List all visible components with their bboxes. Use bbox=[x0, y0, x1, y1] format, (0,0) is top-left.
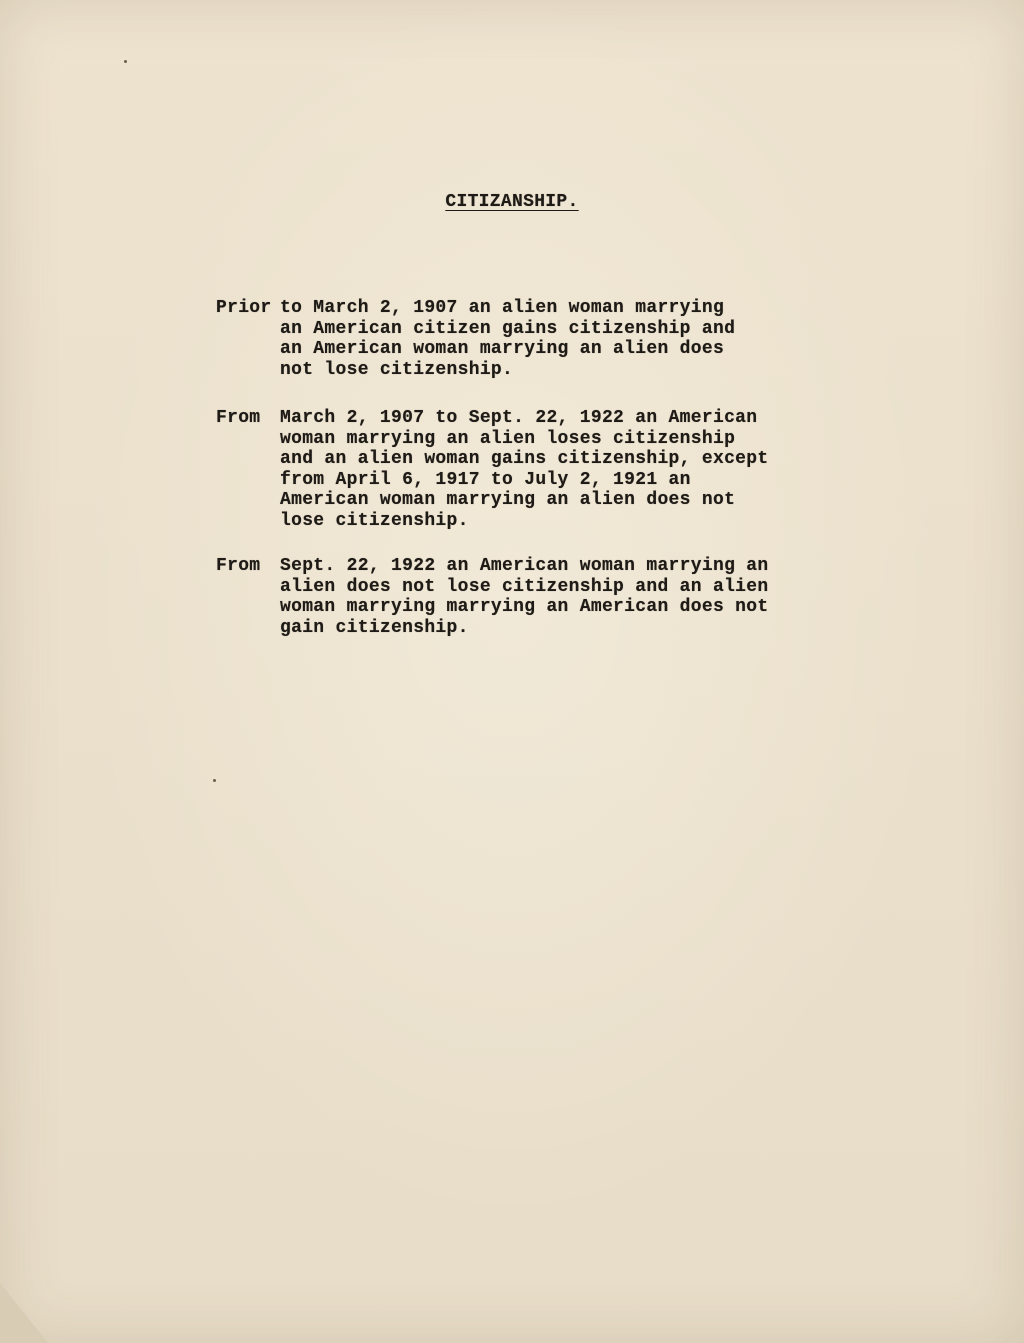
document-title: CITIZANSHIP. bbox=[445, 192, 579, 212]
paragraph-line: woman marrying an alien loses citizenship bbox=[280, 428, 736, 449]
paragraph-lead: Prior bbox=[216, 298, 272, 318]
paper-speck bbox=[213, 779, 216, 782]
paper-speck bbox=[124, 60, 127, 63]
paragraph-line: an American woman marrying an alien does bbox=[280, 339, 725, 359]
folded-corner bbox=[0, 1283, 48, 1343]
paragraph-line: and an alien woman gains citizenship, except bbox=[280, 449, 769, 469]
paragraph-lead: From bbox=[216, 408, 261, 428]
paragraph-1907-to-1922 bbox=[216, 408, 876, 531]
paragraph-line: an American citizen gains citizenship and bbox=[280, 318, 736, 339]
paragraph-lead: From bbox=[216, 556, 261, 576]
paragraph-line: alien does not lose citizenship and an alien bbox=[280, 576, 769, 597]
paragraph-line: American woman marrying an alien does not bbox=[280, 490, 736, 510]
paragraph-line: to March 2, 1907 an alien woman marrying bbox=[280, 298, 725, 318]
paragraph-line: gain citizenship. bbox=[280, 617, 469, 638]
paragraph-line: woman marrying marrying an American does not bbox=[280, 597, 769, 617]
paragraph-prior-1907 bbox=[216, 298, 876, 380]
paragraph-line: lose citizenship. bbox=[280, 510, 469, 531]
paragraph-line: Sept. 22, 1922 an American woman marrying an bbox=[280, 556, 769, 576]
paragraph-line: March 2, 1907 to Sept. 22, 1922 an American bbox=[280, 408, 758, 428]
paragraph-line: not lose citizenship. bbox=[280, 359, 514, 380]
paragraph-line: from April 6, 1917 to July 2, 1921 an bbox=[280, 469, 691, 490]
paragraph-from-1922 bbox=[216, 556, 876, 638]
